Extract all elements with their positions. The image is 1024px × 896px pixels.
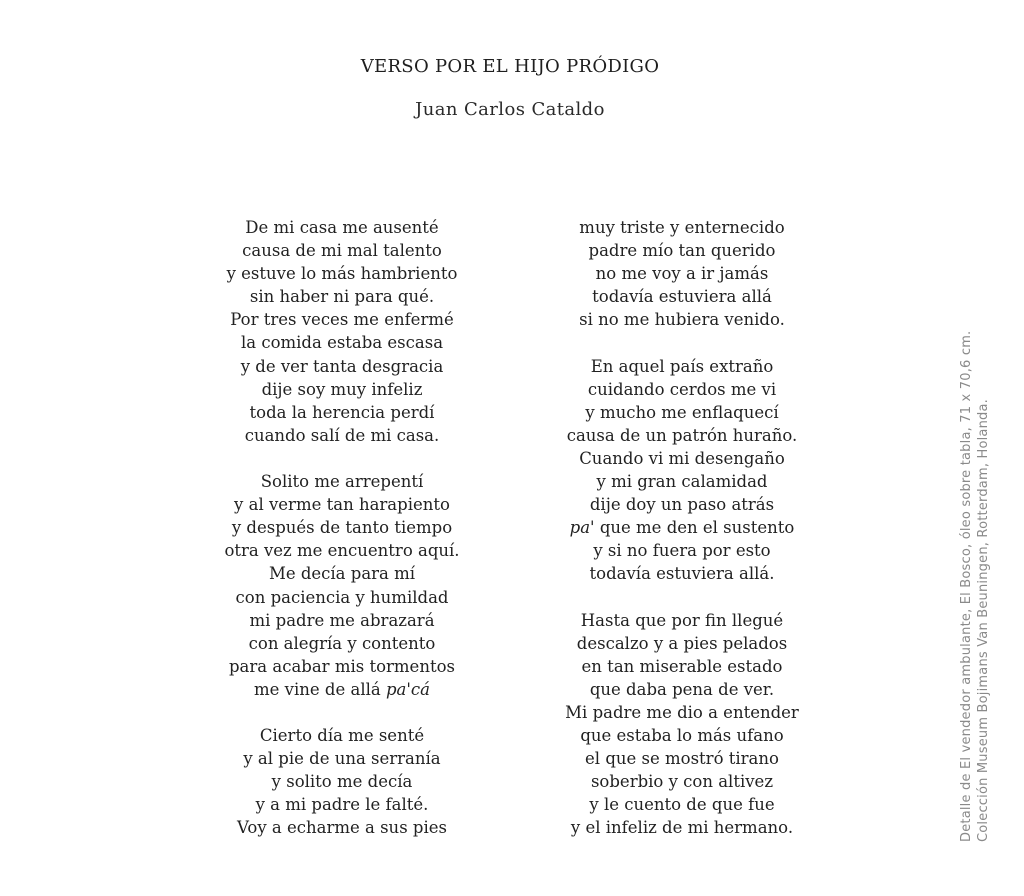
verse-line: y mucho me enflaquecí <box>585 402 779 422</box>
verse-line: De mi casa me ausenté <box>245 218 439 237</box>
stanza-5 <box>532 355 832 586</box>
italic-word: pa' <box>569 518 595 538</box>
poem-column-right <box>532 216 832 863</box>
stanza-2 <box>192 470 492 701</box>
verse-line: Cierto día me senté <box>259 726 425 746</box>
verse-line: todavía estuviera allá <box>592 287 772 307</box>
verse-line: todavía estuviera allá. <box>589 564 775 584</box>
italic-word: pa'cá <box>385 679 430 699</box>
verse-line: que daba pena de ver. <box>589 679 775 699</box>
verse-line: y estuve lo más hambriento <box>226 264 458 284</box>
verse-line: y si no fuera por esto <box>593 541 771 561</box>
verse-line: causa de un patrón huraño. <box>566 425 798 445</box>
verse-line: padre mío tan querido <box>588 241 776 261</box>
verse-line: toda la herencia perdí <box>249 402 435 422</box>
verse-line: para acabar mis tormentos <box>229 656 455 676</box>
verse-line: y de ver tanta desgracia <box>240 356 444 376</box>
verse-line: que estaba lo más ufano <box>580 726 784 746</box>
verse-line: y le cuento de que fue <box>589 795 775 815</box>
poem-column-left <box>192 216 492 863</box>
verse-line: y a mi padre le falté. <box>255 795 429 815</box>
stanza-1 <box>192 216 492 447</box>
verse-line: el que se mostró tirano <box>585 749 779 769</box>
poem-title: VERSO POR EL HIJO PRÓDIGO <box>360 56 660 77</box>
verse-line: pa' que me den el sustento <box>569 518 795 538</box>
caption-line-2: Colección Museum Bojimans Van Beuningen, Rotterdam, Holanda. <box>976 399 991 842</box>
verse-line: causa de mi mal talento <box>242 241 442 261</box>
verse-line: cuidando cerdos me vi <box>587 379 777 399</box>
verse-line: mi padre me abrazará <box>249 610 435 630</box>
verse-line: otra vez me encuentro aquí. <box>224 541 460 561</box>
verse-line: sin haber ni para qué. <box>249 287 435 307</box>
verse-line: con alegría y contento <box>248 633 436 653</box>
verse-line: Hasta que por fin llegué <box>580 610 784 630</box>
verse-line: muy triste y enternecido <box>579 218 785 237</box>
stanza-4 <box>532 216 832 331</box>
poem-author: Juan Carlos Cataldo <box>415 99 605 120</box>
verse-line: no me voy a ir jamás <box>595 264 769 284</box>
verse-line: y solito me decía <box>271 772 413 792</box>
verse-line: Por tres veces me enfermé <box>230 310 454 330</box>
verse-line: descalzo y a pies pelados <box>576 633 788 653</box>
caption-line-1: Detalle de El vendedor ambulante, El Bosco, óleo sobre tabla, 71 x 70,6 cm. <box>959 330 974 842</box>
verse-line: soberbio y con altivez <box>590 772 774 792</box>
image-caption <box>958 331 992 842</box>
verse-line: En aquel país extraño <box>590 356 774 376</box>
verse-line: cuando salí de mi casa. <box>244 425 440 445</box>
verse-line: y al pie de una serranía <box>243 749 441 769</box>
verse-line: Voy a echarme a sus pies <box>237 818 447 838</box>
verse-line: dije soy muy infeliz <box>261 379 423 399</box>
verse-line: Solito me arrepentí <box>260 472 424 492</box>
verse-line: si no me hubiera venido. <box>579 310 785 330</box>
verse-line: dije doy un paso atrás <box>589 495 775 515</box>
verse-line: y mi gran calamidad <box>596 472 768 492</box>
verse-line: en tan miserable estado <box>581 656 783 676</box>
verse-line: y al verme tan harapiento <box>234 495 450 515</box>
verse-line: me vine de allá pa'cá <box>254 679 430 699</box>
verse-line: Me decía para mí <box>268 564 416 584</box>
verse-line: Cuando vi mi desengaño <box>579 448 785 468</box>
stanza-6 <box>532 609 832 840</box>
verse-line: con paciencia y humildad <box>235 587 449 607</box>
verse-line: la comida estaba escasa <box>240 333 444 353</box>
stanza-3 <box>192 724 492 839</box>
verse-line: y después de tanto tiempo <box>231 518 453 538</box>
verse-line: Mi padre me dio a entender <box>565 702 799 722</box>
verse-line: y el infeliz de mi hermano. <box>570 818 794 838</box>
